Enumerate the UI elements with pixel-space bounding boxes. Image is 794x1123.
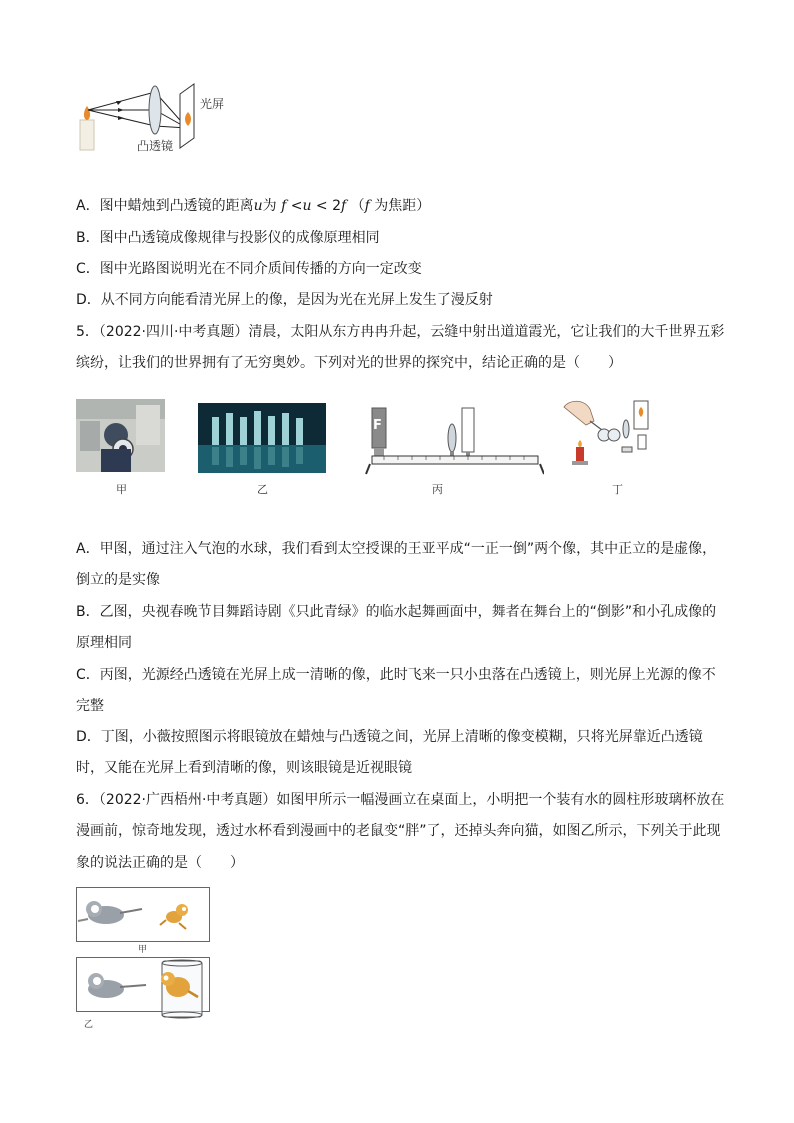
q5-stem-2: 缤纷，让我们的世界拥有了无穷奥妙。下列对光的世界的探究中，结论正确的是（ ）: [76, 355, 622, 371]
q4-option-c: C．图中光路图说明光在不同介质间传播的方向一定改变: [76, 261, 422, 277]
q5-diagram-bing: [364, 398, 544, 478]
q6-cartoon-yi: [76, 957, 210, 1019]
q5-f-label: F: [373, 418, 382, 433]
q5-photo-jia: [76, 399, 165, 472]
q6-stem-2: 漫画前，惊奇地发现，透过水杯看到漫画中的老鼠变“胖”了，还掉头奔向猫，如图乙所示，下列关于此现: [76, 823, 721, 839]
q5-option-b-1: B．乙图，央视春晚节目舞蹈诗剧《只此青绿》的临水起舞画面中，舞者在舞台上的“倒影”和小孔成像的: [76, 604, 717, 620]
q6-stem-1: 6．（2022·广西梧州·中考真题）如图甲所示一幅漫画立在桌面上，小明把一个装有水的圆柱形玻璃杯放在: [76, 792, 725, 808]
q5-option-a-2: 倒立的是实像: [76, 572, 160, 588]
q6-stem-3: 象的说法正确的是（ ）: [76, 855, 244, 871]
q5-option-a-1: A．甲图，通过注入气泡的水球，我们看到太空授课的王亚平成“一正一倒”两个像，其中正立的是虚像，: [76, 541, 717, 557]
q5-photo-yi: [198, 403, 326, 473]
q5-option-d-1: D．丁图，小薇按照图示将眼镜放在蜡烛与凸透镜之间，光屏上清晰的像变模糊，只将光屏靠近凸透镜: [76, 729, 703, 745]
q5-caption-yi: 乙: [257, 483, 268, 496]
lens-label: 凸透镜: [137, 139, 174, 153]
q5-caption-jia: 甲: [116, 483, 127, 496]
q5-diagram-ding: [560, 395, 656, 467]
q5-caption-bing: 丙: [432, 483, 443, 496]
q4-option-b: B．图中凸透镜成像规律与投影仪的成像原理相同: [76, 230, 380, 246]
q5-option-c-2: 完整: [76, 698, 104, 714]
screen-label: 光屏: [200, 97, 225, 111]
q4-option-d: D．从不同方向能看清光屏上的像，是因为光在光屏上发生了漫反射: [76, 292, 493, 308]
q5-option-c-1: C．丙图，光源经凸透镜在光屏上成一清晰的像，此时飞来一只小虫落在凸透镜上，则光屏上光源的像不: [76, 667, 716, 683]
q5-option-d-2: 时，又能在光屏上看到清晰的像，则该眼镜是近视眼镜: [76, 760, 412, 776]
q6-caption-yi: 乙: [84, 1020, 94, 1030]
q6-cartoon-jia: [76, 887, 210, 942]
q5-caption-ding: 丁: [612, 483, 623, 496]
q4-option-a: A．图中蜡烛到凸透镜的距离u为 f <u < 2f （f 为焦距）: [76, 198, 431, 214]
q6-caption-jia: 甲: [138, 945, 148, 955]
q5-option-b-2: 原理相同: [76, 635, 132, 651]
q5-stem-1: 5．（2022·四川·中考真题）清晨，太阳从东方冉冉升起，云缝中射出道道霞光，它让我们的大千世界五彩: [76, 324, 725, 340]
